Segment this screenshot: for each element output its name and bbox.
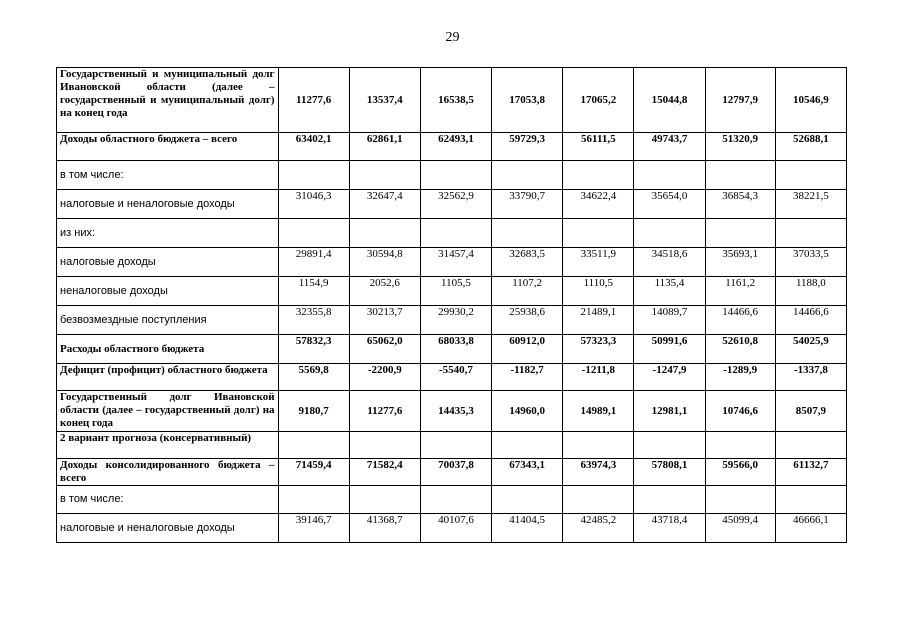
- table-cell: 1105,5: [420, 277, 491, 306]
- table-row: [57, 432, 847, 459]
- table-cell: 1107,2: [492, 277, 563, 306]
- table-cell: 57808,1: [634, 459, 705, 486]
- table-cell: [349, 432, 420, 459]
- table-cell: [775, 219, 846, 248]
- table-cell: 21489,1: [563, 306, 634, 335]
- row-label: неналоговые доходы: [57, 277, 279, 306]
- table-cell: 1188,0: [775, 277, 846, 306]
- table-cell: [775, 161, 846, 190]
- table-cell: 32683,5: [492, 248, 563, 277]
- table-cell: 39146,7: [278, 514, 349, 543]
- table-cell: [278, 432, 349, 459]
- table-cell: 63402,1: [278, 133, 349, 161]
- table-cell: 60912,0: [492, 335, 563, 364]
- table-cell: 52688,1: [775, 133, 846, 161]
- row-label: из них:: [57, 219, 279, 248]
- row-label: Дефицит (профицит) областного бюджета: [57, 364, 279, 391]
- table-row: [57, 133, 847, 161]
- table-row: [57, 459, 847, 486]
- table-cell: -2200,9: [349, 364, 420, 391]
- table-row: [57, 391, 847, 432]
- table-cell: 49743,7: [634, 133, 705, 161]
- row-label: 2 вариант прогноза (консервативный): [57, 432, 279, 459]
- table-cell: 35693,1: [705, 248, 775, 277]
- table-cell: [634, 161, 705, 190]
- table-cell: -1247,9: [634, 364, 705, 391]
- table-cell: 32562,9: [420, 190, 491, 219]
- table-cell: [563, 486, 634, 514]
- row-label: налоговые и неналоговые доходы: [57, 190, 279, 219]
- table-cell: 32647,4: [349, 190, 420, 219]
- table-cell: 67343,1: [492, 459, 563, 486]
- table-cell: [278, 486, 349, 514]
- table-row: [57, 161, 847, 190]
- table-cell: [705, 432, 775, 459]
- table-cell: 57323,3: [563, 335, 634, 364]
- row-label: налоговые и неналоговые доходы: [57, 514, 279, 543]
- table-cell: -5540,7: [420, 364, 491, 391]
- table-cell: 12797,9: [705, 68, 775, 133]
- table-cell: 13537,4: [349, 68, 420, 133]
- table-cell: 41368,7: [349, 514, 420, 543]
- table-cell: 43718,4: [634, 514, 705, 543]
- table-cell: -1337,8: [775, 364, 846, 391]
- table-cell: 62493,1: [420, 133, 491, 161]
- table-cell: 14435,3: [420, 391, 491, 432]
- table-cell: [563, 432, 634, 459]
- table-cell: [705, 486, 775, 514]
- table-cell: 51320,9: [705, 133, 775, 161]
- table-cell: 33790,7: [492, 190, 563, 219]
- table-cell: 57832,3: [278, 335, 349, 364]
- table-cell: 33511,9: [563, 248, 634, 277]
- table-cell: 37033,5: [775, 248, 846, 277]
- table-cell: 15044,8: [634, 68, 705, 133]
- table-cell: 45099,4: [705, 514, 775, 543]
- table-cell: 17053,8: [492, 68, 563, 133]
- table-cell: [705, 161, 775, 190]
- table-cell: [492, 486, 563, 514]
- table-cell: 59729,3: [492, 133, 563, 161]
- table-cell: -1211,8: [563, 364, 634, 391]
- table-cell: 54025,9: [775, 335, 846, 364]
- table-cell: 29930,2: [420, 306, 491, 335]
- table-cell: [705, 219, 775, 248]
- table-cell: [420, 486, 491, 514]
- table-cell: [278, 161, 349, 190]
- table-cell: 35654,0: [634, 190, 705, 219]
- row-label: Расходы областного бюджета: [57, 335, 279, 364]
- table-cell: 62861,1: [349, 133, 420, 161]
- table-cell: 63974,3: [563, 459, 634, 486]
- table-cell: 59566,0: [705, 459, 775, 486]
- table-cell: 50991,6: [634, 335, 705, 364]
- table-cell: 1110,5: [563, 277, 634, 306]
- table-row: [57, 364, 847, 391]
- table-cell: 68033,8: [420, 335, 491, 364]
- row-label: Государственный и муниципальный долг Ивановской области (далее – государственный и муниципальный долг) на конец года: [57, 68, 279, 133]
- table-cell: 8507,9: [775, 391, 846, 432]
- table-cell: [775, 486, 846, 514]
- table-cell: 46666,1: [775, 514, 846, 543]
- table-cell: 32355,8: [278, 306, 349, 335]
- table-cell: 11277,6: [278, 68, 349, 133]
- table-cell: 11277,6: [349, 391, 420, 432]
- table-cell: 16538,5: [420, 68, 491, 133]
- table-cell: 42485,2: [563, 514, 634, 543]
- table-cell: [420, 432, 491, 459]
- table-cell: [420, 219, 491, 248]
- row-label: Доходы консолидированного бюджета – всего: [57, 459, 279, 486]
- table-cell: [634, 219, 705, 248]
- table-cell: 12981,1: [634, 391, 705, 432]
- table-cell: -1289,9: [705, 364, 775, 391]
- table-cell: 71459,4: [278, 459, 349, 486]
- table-cell: 10746,6: [705, 391, 775, 432]
- table-cell: [563, 219, 634, 248]
- table-cell: [278, 219, 349, 248]
- table-cell: [492, 432, 563, 459]
- table-cell: 65062,0: [349, 335, 420, 364]
- table-cell: 30213,7: [349, 306, 420, 335]
- table-cell: 14989,1: [563, 391, 634, 432]
- table-cell: [634, 432, 705, 459]
- table-cell: 31046,3: [278, 190, 349, 219]
- row-label: Доходы областного бюджета – всего: [57, 133, 279, 161]
- table-cell: [349, 219, 420, 248]
- table-cell: 34518,6: [634, 248, 705, 277]
- table-cell: 1161,2: [705, 277, 775, 306]
- table-cell: 56111,5: [563, 133, 634, 161]
- table-cell: [492, 161, 563, 190]
- table-cell: 2052,6: [349, 277, 420, 306]
- table-cell: [420, 161, 491, 190]
- table-row: [57, 277, 847, 306]
- table-cell: [349, 486, 420, 514]
- table-cell: 40107,6: [420, 514, 491, 543]
- table-row: [57, 190, 847, 219]
- table-cell: [634, 486, 705, 514]
- table-cell: 71582,4: [349, 459, 420, 486]
- table-cell: [775, 432, 846, 459]
- table-cell: 38221,5: [775, 190, 846, 219]
- table-cell: 14960,0: [492, 391, 563, 432]
- table-row: [57, 219, 847, 248]
- row-label: налоговые доходы: [57, 248, 279, 277]
- table-cell: 10546,9: [775, 68, 846, 133]
- table-cell: 17065,2: [563, 68, 634, 133]
- row-label: безвозмездные поступления: [57, 306, 279, 335]
- table-cell: -1182,7: [492, 364, 563, 391]
- table-cell: 41404,5: [492, 514, 563, 543]
- budget-indicators-table: [56, 67, 847, 543]
- table-cell: 14466,6: [775, 306, 846, 335]
- table-row: [57, 306, 847, 335]
- table-cell: 25938,6: [492, 306, 563, 335]
- table-row: [57, 68, 847, 133]
- table-cell: 70037,8: [420, 459, 491, 486]
- table-cell: [563, 161, 634, 190]
- table-cell: [492, 219, 563, 248]
- table-cell: 52610,8: [705, 335, 775, 364]
- table-row: [57, 486, 847, 514]
- table-cell: 36854,3: [705, 190, 775, 219]
- table-row: [57, 335, 847, 364]
- table-cell: [349, 161, 420, 190]
- table-cell: 1154,9: [278, 277, 349, 306]
- table-cell: 34622,4: [563, 190, 634, 219]
- table-cell: 61132,7: [775, 459, 846, 486]
- table-row: [57, 248, 847, 277]
- table-cell: 14466,6: [705, 306, 775, 335]
- row-label: Государственный долг Ивановской области (далее – государственный долг) на конец года: [57, 391, 279, 432]
- table-cell: 31457,4: [420, 248, 491, 277]
- page-number: 29: [445, 30, 460, 45]
- table-cell: 29891,4: [278, 248, 349, 277]
- row-label: в том числе:: [57, 486, 279, 514]
- table-cell: 30594,8: [349, 248, 420, 277]
- table-cell: 14089,7: [634, 306, 705, 335]
- table-cell: 9180,7: [278, 391, 349, 432]
- table-cell: 1135,4: [634, 277, 705, 306]
- table-cell: 5569,8: [278, 364, 349, 391]
- table-row: [57, 514, 847, 543]
- row-label: в том числе:: [57, 161, 279, 190]
